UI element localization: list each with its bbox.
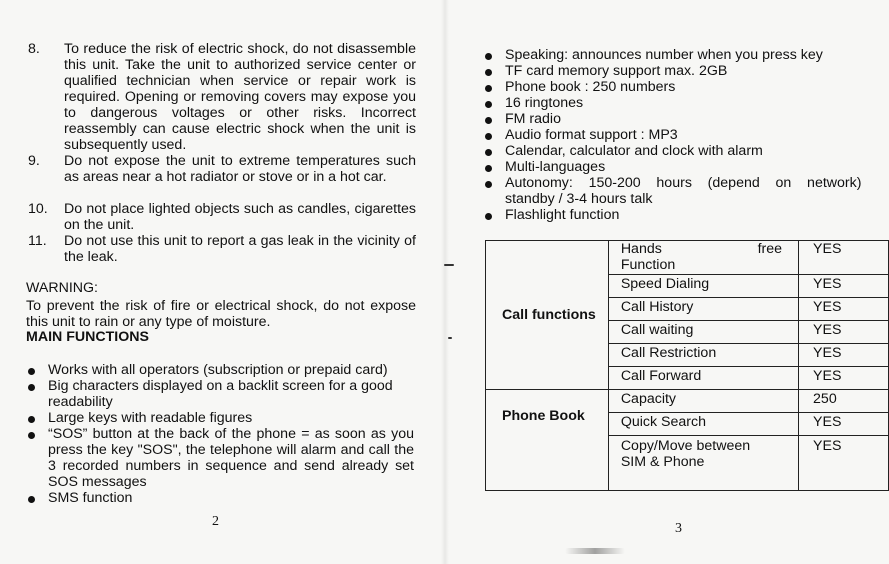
bullet-icon — [28, 432, 35, 439]
safety-item-10 — [28, 201, 418, 233]
table-cell: Call History — [608, 298, 798, 321]
features-table — [485, 240, 889, 491]
bullet-icon — [485, 165, 492, 172]
list-item: Big characters displayed on a backlit screen for a good readability — [26, 378, 414, 410]
main-functions-list — [26, 362, 414, 506]
item-number: 8. — [28, 41, 40, 57]
table-cell: Hands free Function — [608, 241, 798, 275]
list-item: Large keys with readable figures — [26, 410, 414, 426]
item-text: Do not expose the unit to extreme temperatures such as areas near a hot radiator or stove or in a hot car. — [64, 153, 416, 185]
list-item: Speaking: announces number when you press key — [483, 47, 871, 63]
safety-item-8 — [28, 41, 418, 153]
list-item: Multi-languages — [483, 159, 871, 175]
table-cell: YES — [799, 321, 889, 344]
bullet-icon — [28, 384, 35, 391]
list-item: TF card memory support max. 2GB — [483, 63, 871, 79]
list-item: Flashlight function — [483, 207, 871, 223]
warning-title: WARNING: — [26, 280, 98, 296]
list-item: “SOS” button at the back of the phone = as soon as you press the key "SOS", the telephone will alarm and call the 3 recorded numbers in sequence and send already set SOS messages — [26, 426, 414, 490]
table-cell: YES — [799, 413, 889, 436]
list-item: Phone book : 250 numbers — [483, 79, 871, 95]
table-cell: Copy/Move between SIM & Phone — [608, 436, 798, 491]
item-text: To reduce the risk of electric shock, do not disassemble this unit. Take the unit to authorized service center or qualified technician when service or repair work is required. Opening or removing covers may expose you to dangerous voltages or other risks. Incorrect reassembly can cause electric shock when the unit is subsequently used. — [64, 41, 416, 153]
bullet-icon — [28, 368, 35, 375]
table-cell: 250 — [799, 390, 889, 413]
bullet-icon — [485, 117, 492, 124]
table-cell: Call Restriction — [608, 344, 798, 367]
table-cell: YES — [799, 436, 889, 491]
bullet-icon — [28, 496, 35, 503]
bullet-icon — [485, 53, 492, 60]
page-number: 2 — [212, 514, 219, 529]
bullet-icon — [485, 181, 492, 188]
page-number: 3 — [675, 521, 682, 536]
list-item: SMS function — [26, 490, 414, 506]
main-functions-heading: MAIN FUNCTIONS — [26, 329, 149, 345]
table-row — [486, 390, 889, 413]
list-item: Calendar, calculator and clock with alarm — [483, 143, 871, 159]
table-cell: Call waiting — [608, 321, 798, 344]
item-text: Do not use this unit to report a gas leak in the vicinity of the leak. — [64, 233, 416, 265]
bullet-icon — [485, 149, 492, 156]
list-item: Autonomy: 150-200 hours (depend on network) standby / 3-4 hours talk — [483, 175, 871, 207]
item-text: Do not place lighted objects such as candles, cigarettes on the unit. — [64, 201, 416, 233]
list-item: FM radio — [483, 111, 871, 127]
bullet-icon — [28, 416, 35, 423]
bullet-icon — [485, 213, 492, 220]
table-cell: YES — [799, 241, 889, 275]
table-cell: YES — [799, 275, 889, 298]
safety-item-9 — [28, 153, 418, 201]
list-item: 16 ringtones — [483, 95, 871, 111]
call-functions-label: Call functions — [486, 241, 609, 390]
bullet-icon — [485, 133, 492, 140]
table-cell: YES — [799, 298, 889, 321]
table-cell: Call Forward — [608, 367, 798, 390]
safety-item-11 — [28, 233, 418, 265]
table-cell: Quick Search — [608, 413, 798, 436]
table-row — [486, 241, 889, 275]
list-item: Works with all operators (subscription or prepaid card) — [26, 362, 414, 378]
warning-text: To prevent the risk of fire or electrical shock, do not expose this unit to rain or any type of moisture. — [26, 298, 416, 330]
right-page — [445, 0, 889, 564]
scan-smudge — [565, 548, 625, 554]
bullet-icon — [485, 101, 492, 108]
table-cell: YES — [799, 367, 889, 390]
item-number: 11. — [28, 233, 47, 249]
bullet-icon — [485, 85, 492, 92]
feature-list — [483, 47, 871, 223]
table-cell: Capacity — [608, 390, 798, 413]
table-cell: Speed Dialing — [608, 275, 798, 298]
item-number: 10. — [28, 201, 48, 217]
item-number: 9. — [28, 153, 40, 169]
table-cell: YES — [799, 344, 889, 367]
list-item: Audio format support : MP3 — [483, 127, 871, 143]
bullet-icon — [485, 69, 492, 76]
phone-book-label: Phone Book — [486, 390, 609, 491]
